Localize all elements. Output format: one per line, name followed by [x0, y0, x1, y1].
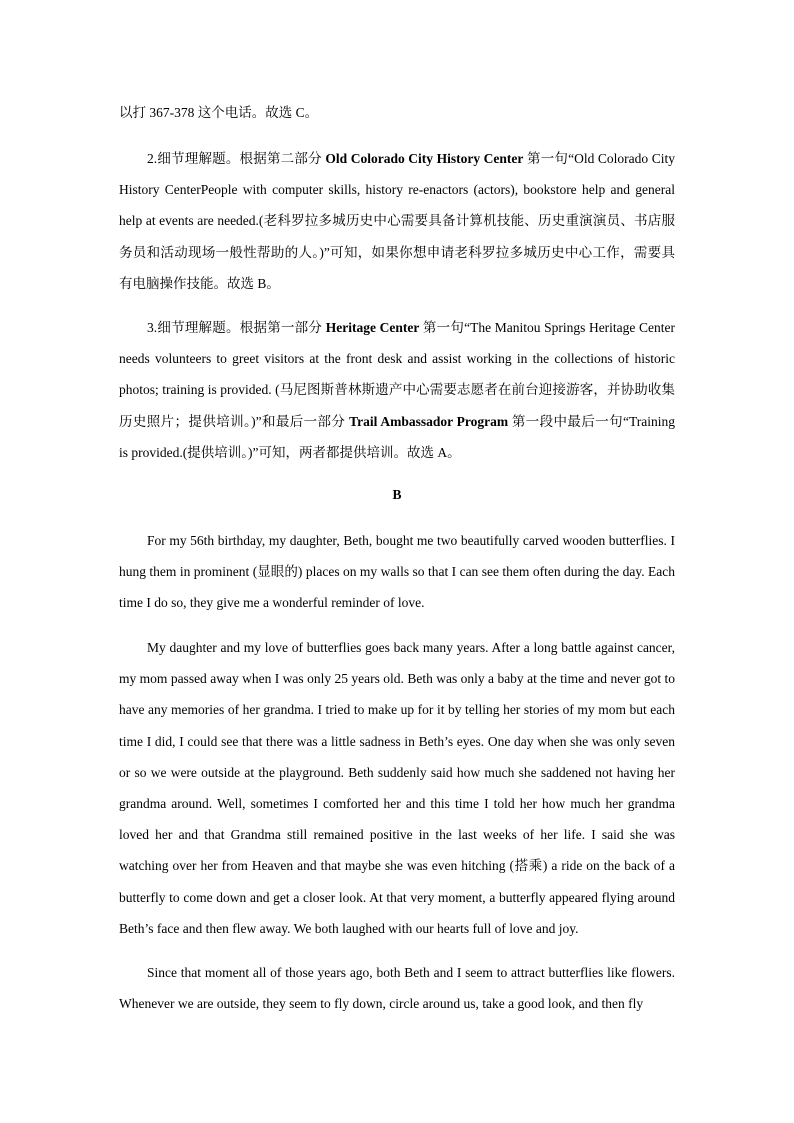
paragraph-text-2: 第一句“The Manitou Springs Heritage Center needs volunteers to greet visitors at the front desk and assist working in the collections of historic photos; training is provided. (马尼图斯普林斯遗产中心需要志愿者在前台迎接游客，并协助收集历史照片；提供培训。)”和最后一部分: [119, 320, 676, 429]
paragraph-text-2: 第一句“Old Colorado City History CenterPeople with computer skills, history re-enactors (actors), bookstore help and general help at events are needed.(老科罗拉多城历史中心需要具备计算机技能、历史重演演员、书店服务员和活动现场一般性帮助的人。)”可知，如果你想申请老科罗拉多城历史中心工作，需要具有电脑操作技能。故选 B。: [119, 151, 675, 291]
bold-term-trail-ambassador: Trail Ambassador Program: [349, 413, 509, 429]
paragraph-text: Since that moment all of those years ago, both Beth and I seem to attract butterflies like flowers. Whenever we are outside, they seem to fly down, circle around us, take a good look, and then fly: [119, 965, 675, 1012]
paragraph-passage-2: [119, 632, 675, 944]
paragraph-text-3: 第一段中最后一句“Training is provided.(提供培训。)”可知，两者都提供培训。故选 A。: [119, 413, 675, 460]
paragraph-text: 以打 367-378 这个电话。故选 C。: [119, 105, 319, 120]
bold-term-heritage-center: Heritage Center: [325, 320, 420, 335]
paragraph-text-1: 2.细节理解题。根据第二部分: [147, 151, 326, 166]
bold-term-old-colorado: Old Colorado City History Center: [325, 151, 524, 166]
paragraph-passage-1: [119, 525, 675, 619]
paragraph-passage-3: [119, 957, 675, 1019]
paragraph-text: For my 56th birthday, my daughter, Beth, bought me two beautifully carved wooden butterflies. I hung them in prominent (显眼的) places on my walls so that I can see them often during the day. Each time I do so, they give me a wonderful reminder of love.: [119, 533, 675, 611]
paragraph-answer-3: [119, 312, 675, 468]
section-heading: B: [392, 487, 402, 502]
paragraph-answer-1-end: [119, 97, 675, 128]
paragraph-answer-2: [119, 143, 675, 299]
paragraph-text: My daughter and my love of butterflies goes back many years. After a long battle against cancer, my mom passed away when I was only 25 years old. Beth was only a baby at the time and never got to have any memories of her grandma. I tried to make up for it by telling her stories of my mom but each time I did, I could see that there was a little sadness in Beth’s eyes. One day when she was only seven or so we were outside at the playground. Beth suddenly said how much she saddened not having her grandma around. Well, sometimes I comforted her and this time I told her how much her grandma loved her and that Grandma still remained positive in the last weeks of her life. I said she was watching over her from Heaven and that maybe she was even hitching (搭乘) a ride on the back of a butterfly to come down and get a closer look. At that very moment, a butterfly appeared flying around Beth’s face and then flew away. We both laughed with our hearts full of love and joy.: [119, 640, 675, 936]
paragraph-text-1: 3.细节理解题。根据第一部分: [147, 320, 326, 335]
